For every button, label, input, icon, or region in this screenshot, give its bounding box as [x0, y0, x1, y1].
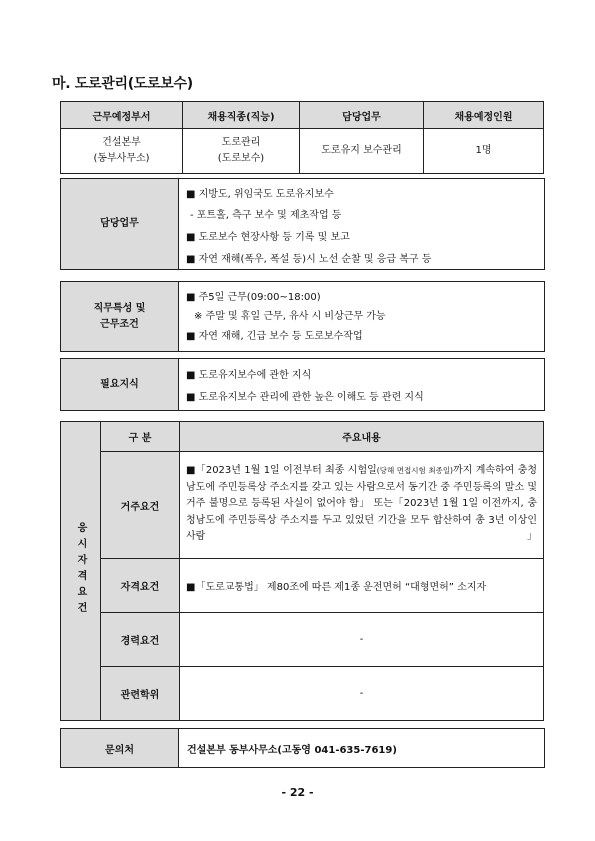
residence-content	[180, 452, 544, 559]
contact-box	[60, 728, 545, 768]
license-content: ■「도로교통법」 제80조에 따른 제1종 운전면허 “대형면허” 소지자	[180, 559, 544, 613]
duty-item: ■ 도로보수 현장사항 등 기록 및 보고	[186, 232, 350, 243]
condition-item: ■ 주5일 근무(09:00~18:00)	[186, 292, 321, 303]
header-content: 주요내용	[180, 422, 544, 452]
qualifications-side-label	[61, 422, 101, 721]
page-number: - 22 -	[281, 786, 314, 799]
residence-label: 거주요건	[101, 452, 180, 559]
table-row	[61, 129, 544, 174]
header-count: 채용예정인원	[424, 102, 544, 129]
header-job: 채용직종(직능)	[183, 102, 300, 129]
qualifications-header-row	[61, 422, 544, 452]
dept-line2: (동부사무소)	[93, 153, 150, 164]
job-cell	[183, 129, 300, 174]
conditions-label	[61, 282, 179, 351]
conditions-label-line2: 근무조건	[100, 318, 139, 330]
duties-content	[186, 179, 538, 269]
conditions-content	[186, 282, 538, 351]
duty-cell: 도로유지 보수관리	[300, 129, 424, 174]
header-category: 구 분	[101, 422, 180, 452]
residence-text-a: ■「2023년 1월 1일 이전부터 최종 시험일	[186, 465, 377, 477]
dept-cell	[61, 129, 183, 174]
qualifications-table	[60, 421, 544, 721]
table-row	[61, 667, 544, 721]
header-duty: 담당업무	[300, 102, 424, 129]
duties-box	[60, 178, 545, 270]
conditions-box	[60, 281, 545, 352]
job-line2: (도로보수)	[217, 153, 265, 164]
duty-item: ■ 지방도, 위임국도 도로유지보수	[186, 189, 334, 200]
contact-value: 건설본부 동부사무소(고동영 041-635-7619)	[187, 744, 397, 756]
knowledge-item: ■ 도로유지보수에 관한 지식	[186, 370, 312, 381]
condition-item: ■ 자연 재해, 긴급 보수 등 도로보수작업	[186, 331, 363, 342]
table-row	[61, 613, 544, 667]
knowledge-item: ■ 도로유지보수 관리에 관한 높은 이해도 등 관련 지식	[186, 392, 424, 403]
job-line1: 도로관리	[221, 137, 261, 148]
residence-text-small: (당해 면접시험 최종일)	[376, 466, 453, 476]
duties-label: 담당업무	[61, 179, 179, 269]
condition-item: ※ 주말 및 휴일 근무, 유사 시 비상근무 가능	[194, 311, 386, 322]
contact-label: 문의처	[61, 729, 179, 767]
duty-item: ■ 자연 재해(폭우, 폭설 등)시 노선 순찰 및 응급 복구 등	[186, 254, 432, 265]
header-dept: 근무예정부서	[61, 102, 183, 129]
residence-text	[186, 463, 537, 546]
experience-content: -	[180, 613, 544, 667]
qualifications-side-text: 응시자격요건	[75, 521, 86, 618]
experience-label: 경력요건	[101, 613, 180, 667]
education-content: -	[180, 667, 544, 721]
license-label: 자격요건	[101, 559, 180, 613]
table-row	[61, 559, 544, 613]
knowledge-label: 필요지식	[61, 359, 179, 410]
dept-line1: 건설본부	[102, 137, 141, 148]
conditions-label-line1: 직무특성 및	[93, 302, 146, 314]
table-row	[61, 452, 544, 559]
section-title: 마. 도로관리(도로보수)	[52, 76, 193, 92]
knowledge-box	[60, 358, 545, 411]
residence-text-b: 까지 계속하여 충청남도에 주민등록상 주소지를 갖고 있는 사람으로서 동기간 중 주민등록의 말소 및 거주 불명으로 등록된 사실이 없어야 함」 또는「2023년 1월 1일 이전까지, 충청남도에 주민등록상 주소지를 두고 있었던 기간을 모두 합산하여 총 3년 이상인 사람」	[186, 465, 538, 543]
recruitment-table	[60, 101, 544, 174]
education-label: 관련학위	[101, 667, 180, 721]
count-cell: 1명	[424, 129, 544, 174]
table-header-row	[61, 102, 544, 129]
knowledge-content	[186, 359, 538, 410]
duty-item: - 포트홀, 측구 보수 및 제초작업 등	[190, 210, 342, 221]
